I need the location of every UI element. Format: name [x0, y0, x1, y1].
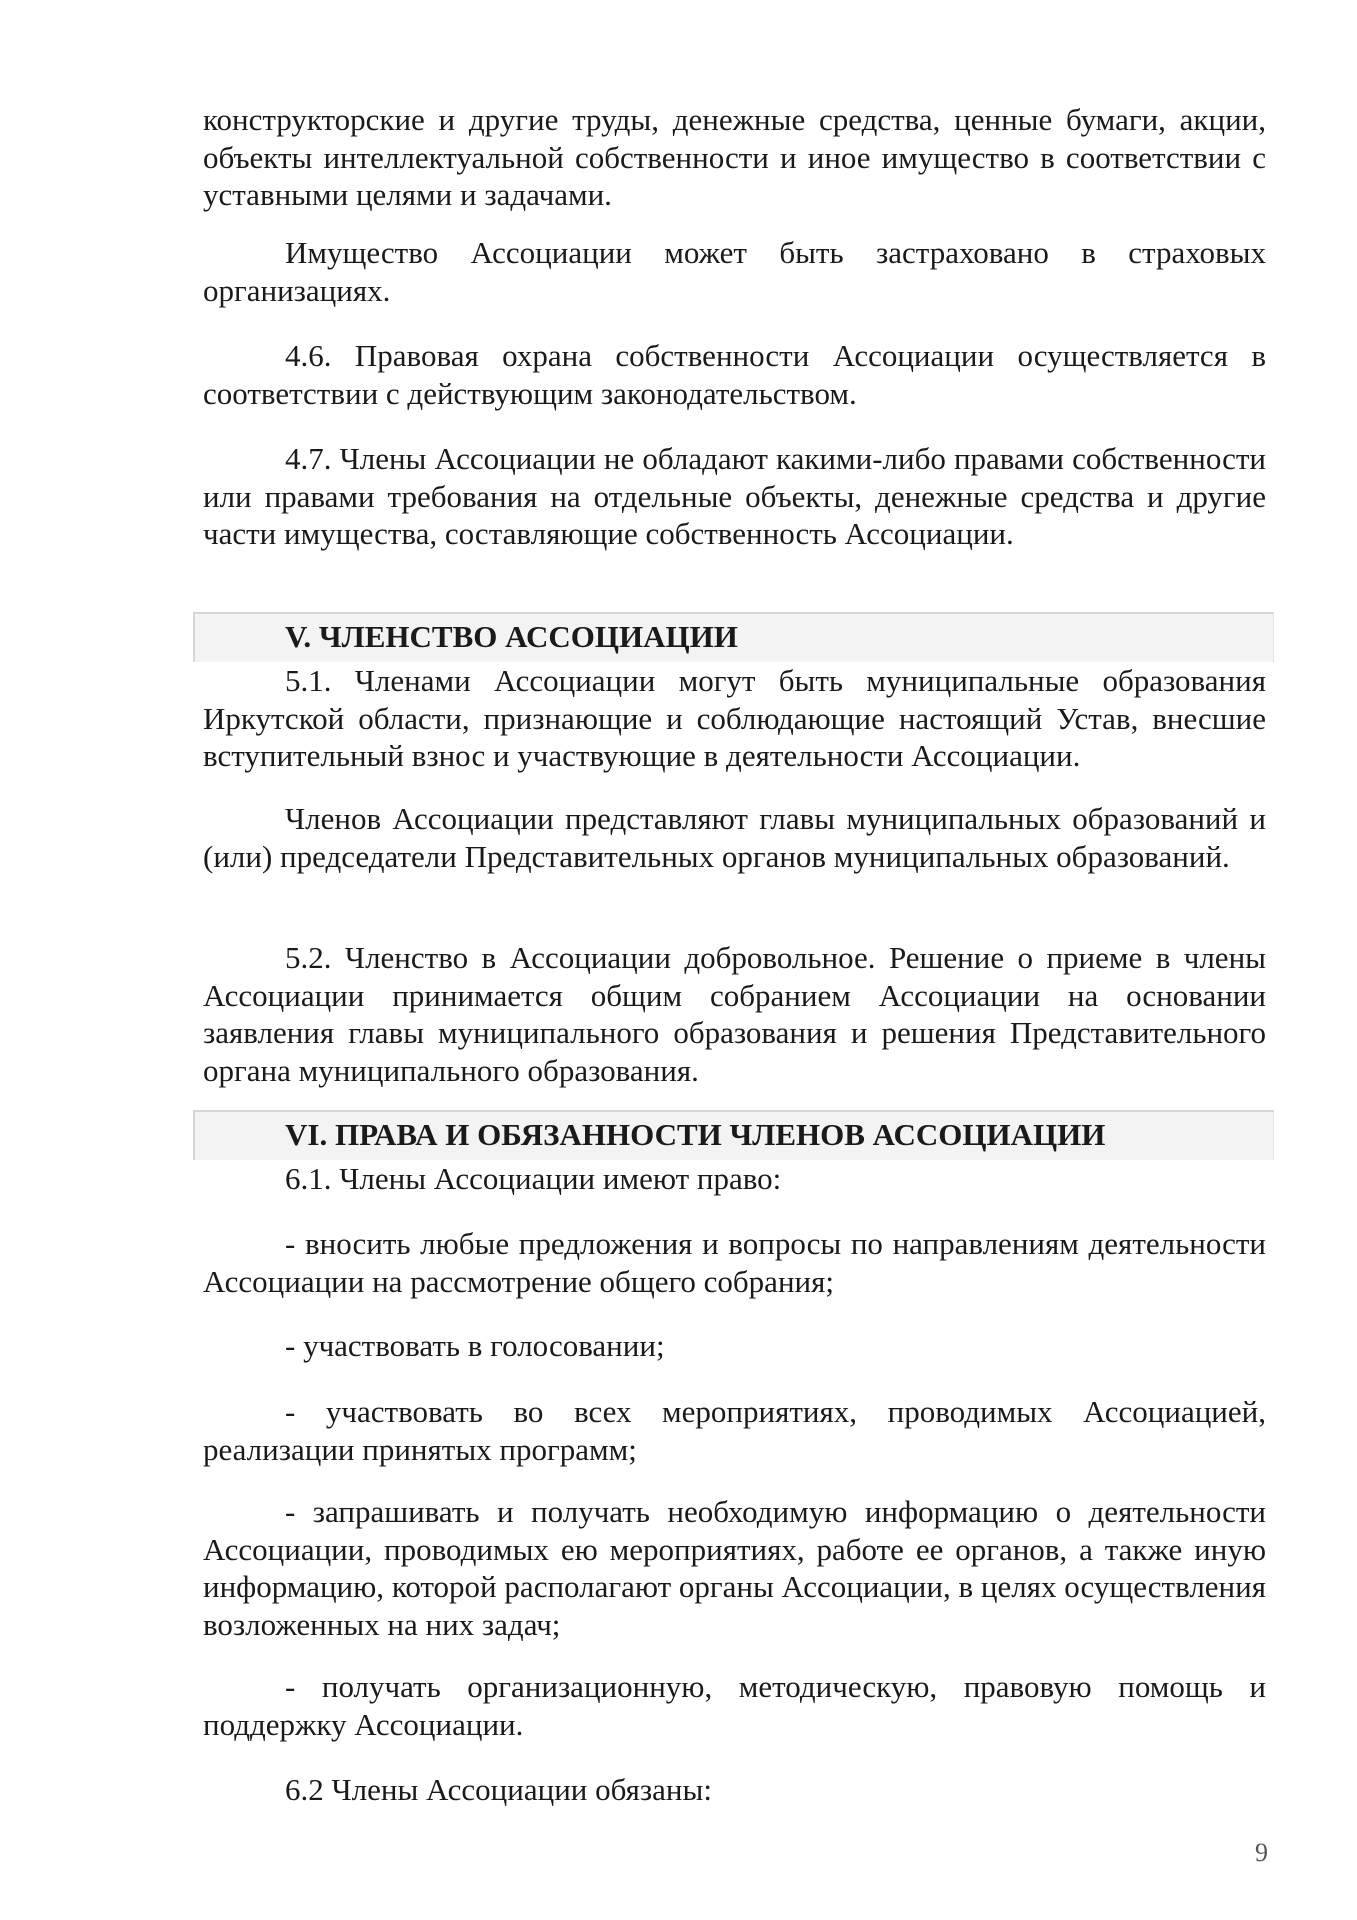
page-number: 9 — [1255, 1838, 1268, 1867]
paragraph-property-list-continued: конструкторские и другие труды, денежные средства, ценные бумаги, акции, объекты интеллектуальной собственности и иное имущество в соответствии с уставными целями и задачами. — [203, 102, 1266, 212]
paragraph-members-representation: Членов Ассоциации представляют главы муниципальных образований и (или) председатели Представительных органов муниципальных образований. — [203, 801, 1266, 874]
list-item-right-information: - запрашивать и получать необходимую информацию о деятельности Ассоциации, проводимых ею мероприятиях, работе ее органов, а также иную информацию, которой располагают органы Ассоциации, в целях осуществления возложенных на них задач; — [203, 1494, 1266, 1642]
paragraph-4-7: 4.7. Члены Ассоциации не обладают какими-либо правами собственности или правами требования на отдельные объекты, денежные средства и другие части имущества, составляющие собственность Ассоциации. — [203, 441, 1266, 551]
section-6-heading: VI. ПРАВА И ОБЯЗАННОСТИ ЧЛЕНОВ АССОЦИАЦИИ — [285, 1117, 1106, 1152]
list-item-right-proposals: - вносить любые предложения и вопросы по направлениям деятельности Ассоциации на рассмотрение общего собрания; — [203, 1226, 1266, 1299]
section-5-heading: V. ЧЛЕНСТВО АССОЦИАЦИИ — [285, 619, 738, 654]
list-item-right-support: - получать организационную, методическую, правовую помощь и поддержку Ассоциации. — [203, 1669, 1266, 1742]
paragraph-5-1: 5.1. Членами Ассоциации могут быть муниципальные образования Иркутской области, признающие и соблюдающие настоящий Устав, внесшие вступительный взнос и участвующие в деятельности Ассоциации. — [203, 663, 1266, 773]
list-item-right-participation: - участвовать во всех мероприятиях, проводимых Ассоциацией, реализации принятых программ; — [203, 1394, 1266, 1467]
paragraph-property-insurance: Имущество Ассоциации может быть застраховано в страховых организациях. — [203, 235, 1266, 308]
paragraph-4-6: 4.6. Правовая охрана собственности Ассоциации осуществляется в соответствии с действующим законодательством. — [203, 338, 1266, 411]
paragraph-6-1: 6.1. Члены Ассоциации имеют право: — [285, 1161, 782, 1196]
list-item-right-voting: - участвовать в голосовании; — [285, 1328, 665, 1363]
paragraph-5-2: 5.2. Членство в Ассоциации добровольное. Решение о приеме в члены Ассоциации принимается общим собранием Ассоциации на основании заявления главы муниципального образования и решения Представительного органа муниципального образования. — [203, 940, 1266, 1088]
paragraph-6-2: 6.2 Члены Ассоциации обязаны: — [285, 1772, 712, 1807]
